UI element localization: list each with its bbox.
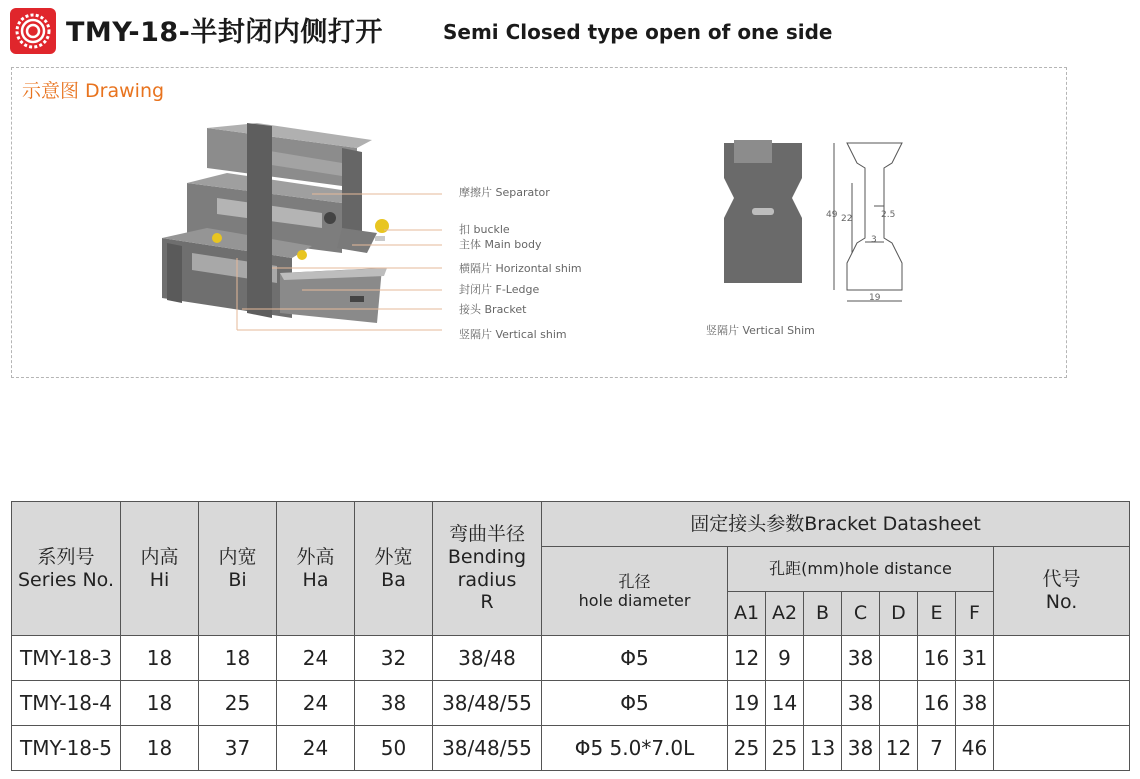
dim-neck: 3 [871,235,877,245]
dim-inner-height: 22 [841,214,853,224]
cell-c: 38 [842,636,880,681]
cell-hi: 18 [121,636,199,681]
cell-a2: 25 [766,726,804,771]
chain-assembly-drawing [162,123,389,323]
header-b: B [804,592,842,636]
header-a1: A1 [728,592,766,636]
callout-horizontal-shim: 横隔片 Horizontal shim [459,262,582,275]
table-row [12,726,1130,771]
drawing-label: 示意图 Drawing [22,80,165,102]
cell-a2: 14 [766,681,804,726]
callout-vertical-shim: 竖隔片 Vertical shim [459,328,567,341]
header-f: F [956,592,994,636]
cell-ha: 24 [277,636,355,681]
header-code: 代号 No. [994,547,1130,636]
callout-buckle: 扣 buckle [459,223,510,236]
cell-radius: 38/48 [433,636,542,681]
header-bi: 内宽 Bi [199,502,277,636]
cell-c: 38 [842,726,880,771]
cell-radius: 38/48/55 [433,726,542,771]
cell-hi: 18 [121,726,199,771]
page-title: TMY-18-半封闭内侧打开 [66,17,383,48]
header-bracket-datasheet: 固定接头参数Bracket Datasheet [542,502,1130,547]
header-hole-diameter: 孔径 hole diameter [542,547,728,636]
header-c: C [842,592,880,636]
bracket-datasheet-table [11,501,1130,771]
table-row [12,636,1130,681]
cell-e: 7 [918,726,956,771]
cell-bi: 37 [199,726,277,771]
cell-a1: 12 [728,636,766,681]
cell-series: TMY-18-4 [12,681,121,726]
header-hi: 内高 Hi [121,502,199,636]
cell-d: 12 [880,726,918,771]
header-series: 系列号 Series No. [12,502,121,636]
dim-height: 49 [826,210,838,220]
cell-a1: 25 [728,726,766,771]
cell-a1: 19 [728,681,766,726]
cell-e: 16 [918,681,956,726]
cell-ha: 24 [277,681,355,726]
cell-hole: Φ5 5.0*7.0L [542,726,728,771]
cell-ha: 24 [277,726,355,771]
header-ha: 外高 Ha [277,502,355,636]
cell-code [994,726,1130,771]
drawing-panel [11,67,1067,378]
cell-f: 38 [956,681,994,726]
cell-e: 16 [918,636,956,681]
cell-f: 31 [956,636,994,681]
header-d: D [880,592,918,636]
callout-separator: 摩擦片 Separator [459,186,550,199]
dim-width: 19 [869,293,881,303]
cell-ba: 32 [355,636,433,681]
cell-series: TMY-18-5 [12,726,121,771]
header-hole-distance: 孔距(mm)hole distance [728,547,994,592]
callout-main-body: 主体 Main body [459,238,542,251]
cell-ba: 38 [355,681,433,726]
cell-d [880,636,918,681]
shim-caption: 竖隔片 Vertical Shim [706,324,815,337]
dim-slot: 2.5 [881,210,896,220]
cell-hole: Φ5 [542,636,728,681]
cell-ba: 50 [355,726,433,771]
cell-b: 13 [804,726,842,771]
cell-code [994,681,1130,726]
cell-radius: 38/48/55 [433,681,542,726]
brand-logo [10,8,56,54]
table-row [12,681,1130,726]
cell-hi: 18 [121,681,199,726]
header-e: E [918,592,956,636]
cell-series: TMY-18-3 [12,636,121,681]
callout-f-ledge: 封闭片 F-Ledge [459,283,540,296]
cell-hole: Φ5 [542,681,728,726]
cell-f: 46 [956,726,994,771]
logo-emblem-icon [10,8,56,54]
vertical-shim-drawing [724,140,802,283]
cell-c: 38 [842,681,880,726]
cell-bi: 18 [199,636,277,681]
page-subtitle: Semi Closed type open of one side [443,20,833,44]
cell-b [804,636,842,681]
cell-code [994,636,1130,681]
header-ba: 外宽 Ba [355,502,433,636]
callout-bracket: 接头 Bracket [459,303,527,316]
header-bending-radius: 弯曲半径 Bending radius R [433,502,542,636]
cell-d [880,681,918,726]
cell-a2: 9 [766,636,804,681]
cell-bi: 25 [199,681,277,726]
cell-b [804,681,842,726]
header-a2: A2 [766,592,804,636]
